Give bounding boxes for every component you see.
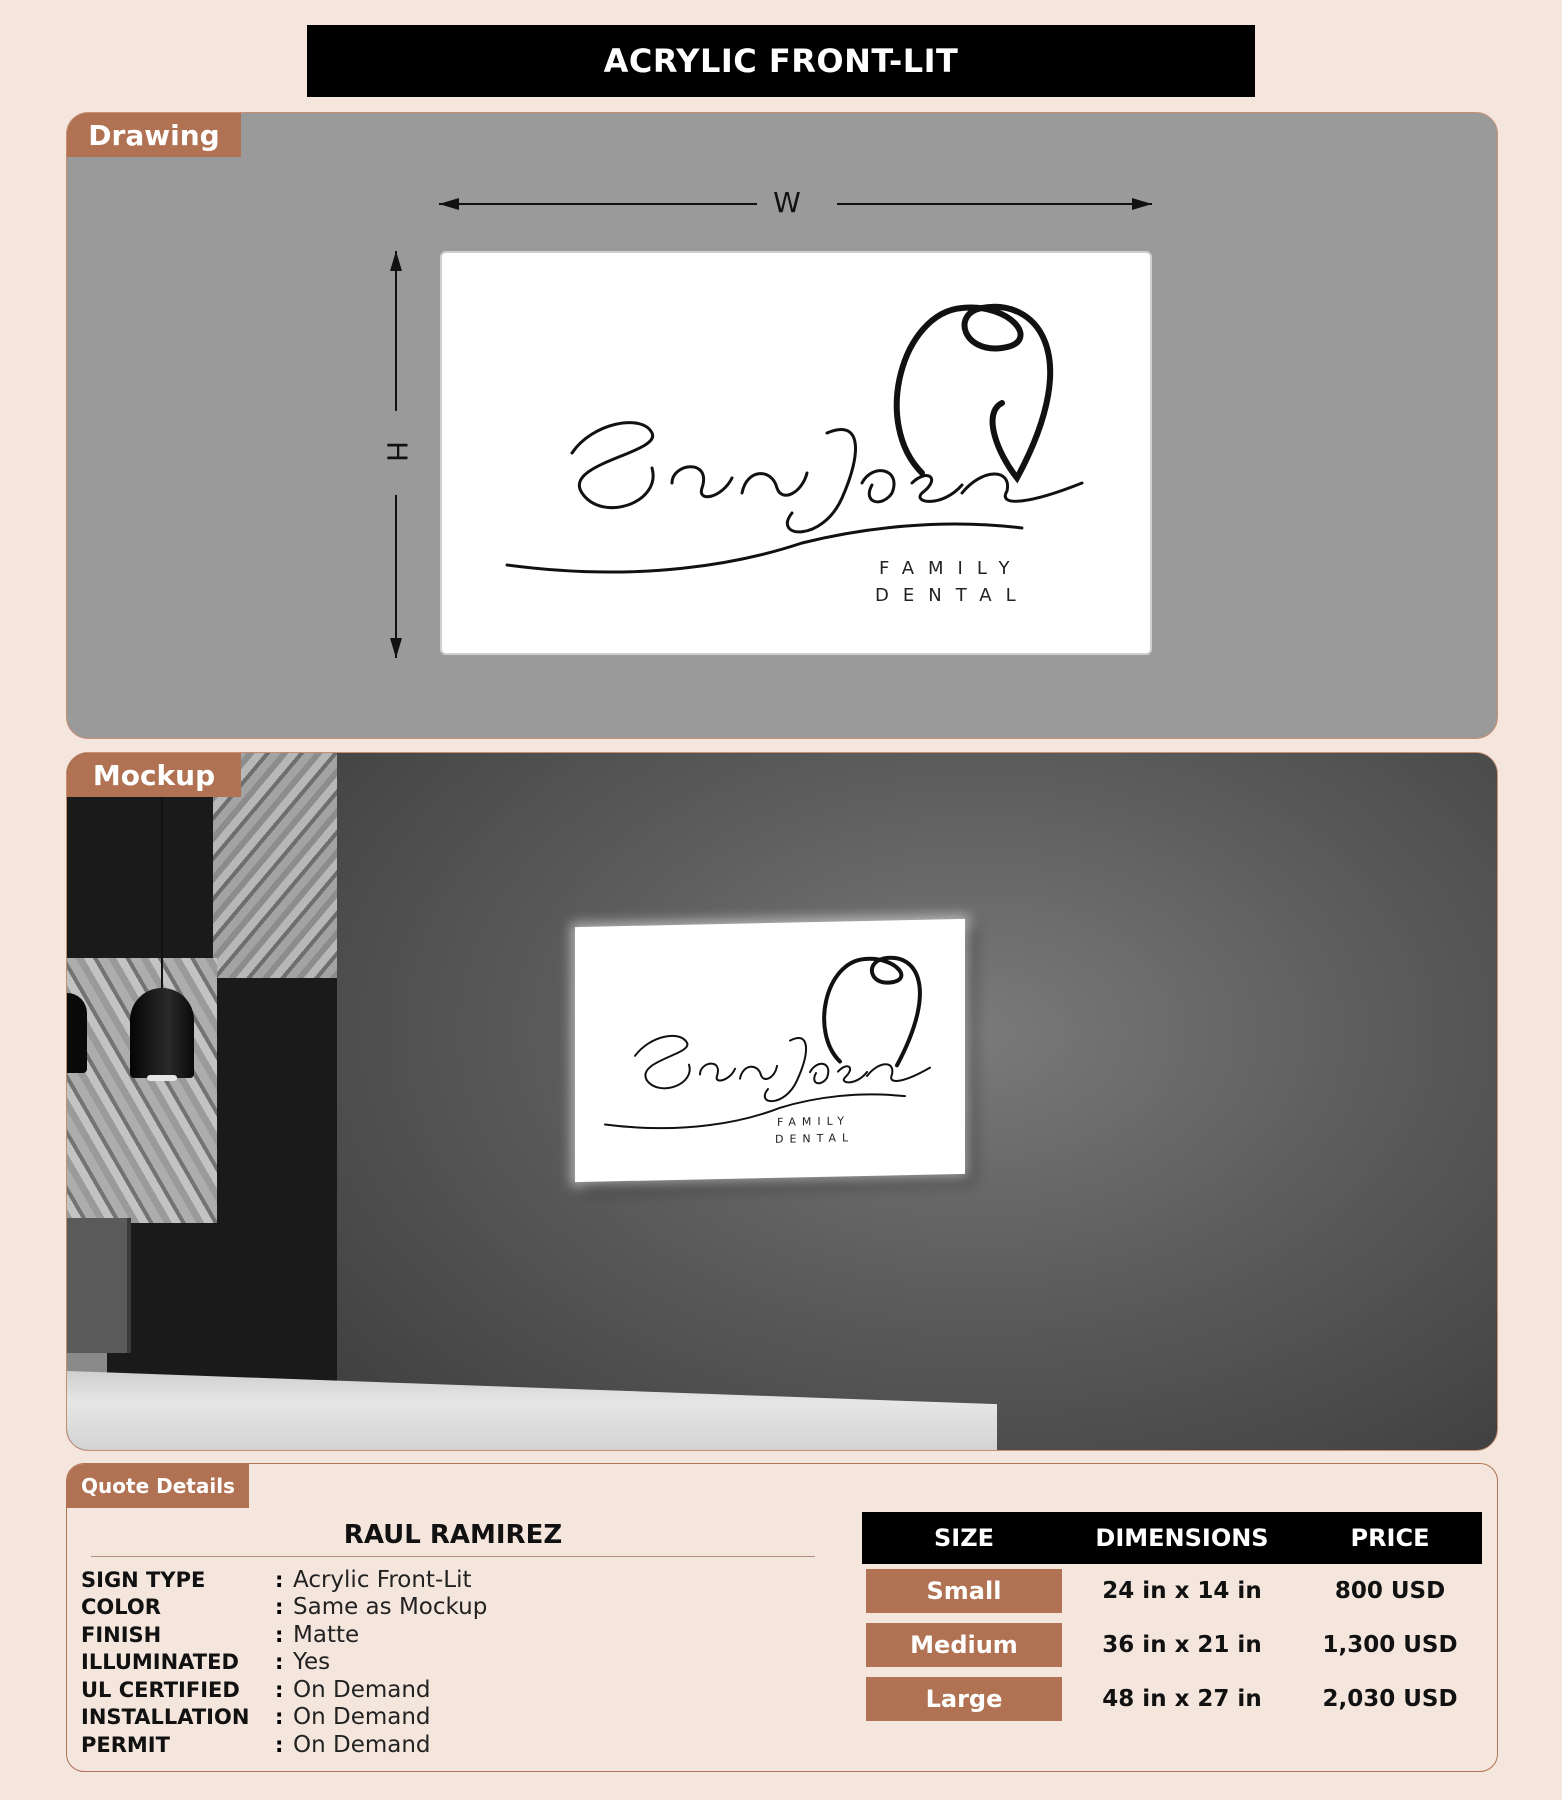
header-size: SIZE	[933, 1524, 994, 1552]
header-price: PRICE	[1350, 1524, 1430, 1552]
size-medium-button[interactable]: Medium	[866, 1623, 1062, 1667]
monitor-icon	[67, 1218, 131, 1353]
spec-label: ILLUMINATED	[81, 1650, 239, 1675]
brand-dental-text: DENTAL	[875, 585, 1030, 606]
spec-label: PERMIT	[81, 1732, 170, 1757]
spec-value: Same as Mockup	[293, 1594, 488, 1621]
spec-row	[81, 1649, 487, 1677]
price-cell: 800 USD	[1334, 1578, 1446, 1604]
price-cell: 1,300 USD	[1322, 1632, 1458, 1658]
customer-name: RAUL RAMIREZ	[343, 1520, 563, 1550]
spec-row	[81, 1566, 487, 1594]
drawing-tab: Drawing	[67, 113, 241, 157]
width-label: W	[773, 186, 801, 219]
spec-colon: :	[275, 1595, 284, 1620]
mockup-tab: Mockup	[67, 753, 241, 797]
tooth-icon	[824, 957, 920, 1067]
spec-value: Yes	[293, 1649, 331, 1676]
spec-row	[81, 1704, 487, 1732]
quote-details-tab: Quote Details	[67, 1464, 249, 1508]
sign-mockup	[575, 919, 965, 1182]
spec-value: On Demand	[293, 1731, 431, 1758]
mockup-panel	[66, 752, 1498, 1451]
quote-details-panel	[66, 1463, 1498, 1772]
spec-colon: :	[275, 1732, 284, 1757]
spec-label: INSTALLATION	[81, 1705, 250, 1730]
height-label: H	[380, 440, 414, 463]
spec-row	[81, 1731, 487, 1759]
table-header	[862, 1512, 1482, 1564]
brand-family-text: FAMILY	[879, 558, 1024, 579]
table-row	[862, 1618, 1482, 1672]
spec-value: On Demand	[293, 1704, 431, 1731]
brand-dental-text: DENTAL	[775, 1131, 855, 1146]
pendant-lamp-icon	[67, 993, 87, 1073]
sanjose-logo	[575, 919, 965, 1182]
size-price-table	[862, 1512, 1482, 1726]
divider	[91, 1556, 815, 1557]
spec-label: SIGN TYPE	[81, 1567, 206, 1592]
spec-row	[81, 1621, 487, 1649]
table-row	[862, 1564, 1482, 1618]
tooth-icon	[897, 307, 1050, 478]
sanjose-logo	[442, 253, 1150, 653]
drawing-panel	[66, 112, 1498, 739]
brand-family-text: FAMILY	[777, 1114, 850, 1129]
spec-label: COLOR	[81, 1595, 161, 1620]
spec-colon: :	[275, 1650, 284, 1675]
spec-colon: :	[275, 1567, 284, 1592]
dimensions-cell: 24 in x 14 in	[1102, 1578, 1262, 1604]
spec-value: Acrylic Front-Lit	[293, 1566, 472, 1593]
spec-row	[81, 1594, 487, 1622]
spec-list	[81, 1566, 487, 1759]
spec-colon: :	[275, 1705, 284, 1730]
table-row	[862, 1672, 1482, 1726]
spec-label: UL CERTIFIED	[81, 1677, 240, 1702]
size-large-button[interactable]: Large	[866, 1677, 1062, 1721]
page-title: ACRYLIC FRONT-LIT	[307, 25, 1255, 97]
spec-row	[81, 1676, 487, 1704]
spec-colon: :	[275, 1622, 284, 1647]
spec-value: Matte	[293, 1621, 360, 1648]
spec-value: On Demand	[293, 1676, 431, 1703]
size-small-button[interactable]: Small	[866, 1569, 1062, 1613]
dimensions-cell: 36 in x 21 in	[1102, 1632, 1262, 1658]
price-cell: 2,030 USD	[1322, 1686, 1458, 1712]
sign-drawing	[442, 253, 1150, 653]
pendant-lamp-icon	[130, 988, 194, 1078]
dimensions-cell: 48 in x 27 in	[1102, 1686, 1262, 1712]
spec-colon: :	[275, 1677, 284, 1702]
lamp-light	[147, 1075, 177, 1081]
swoosh-line	[605, 1094, 905, 1130]
header-dimensions: DIMENSIONS	[1095, 1524, 1269, 1552]
spec-label: FINISH	[81, 1622, 162, 1647]
